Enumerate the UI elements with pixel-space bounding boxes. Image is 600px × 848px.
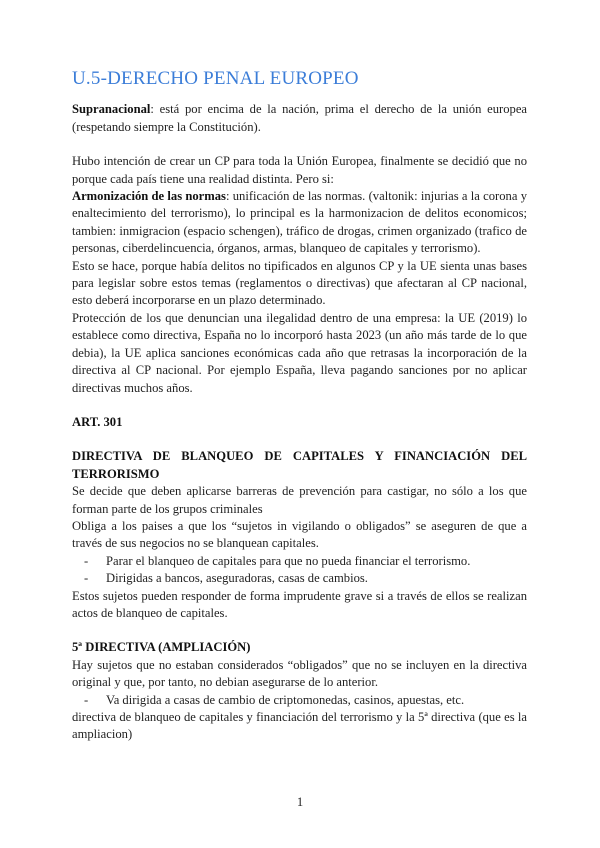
directiva-heading-text: DIRECTIVA DE BLANQUEO DE CAPITALES Y FINANCIACIÓN DEL TERRORISMO — [72, 449, 527, 481]
supranacional-text: : está por encima de la nación, prima el derecho de la unión europea (respetando siempre la Constitución). — [72, 102, 527, 134]
document-title: U.5-DERECHO PENAL EUROPEO — [72, 68, 359, 89]
quinta-list — [72, 692, 527, 709]
quinta-paragraph-1: Hay sujetos que no estaban considerados “obligados” que no se incluyen en la directiva original y que, por tanto, no debian asegurarse de lo anterior. — [72, 657, 527, 690]
quinta-paragraph-2: directiva de blanqueo de capitales y financiación del terrorismo y la 5ª directiva (que es la ampliacion) — [72, 710, 527, 742]
list-item: - Dirigidas a bancos, aseguradoras, casas de cambios. — [84, 570, 527, 587]
quinta-heading — [72, 639, 527, 656]
proteccion-paragraph: Protección de los que denuncian una ilegalidad dentro de una empresa: la UE (2019) lo establece como directiva, España no lo incorporó hasta 2023 (un año más tarde de lo que debia), la UE aplica sanciones económicas cada año que retrasas la incorporación de la directiva al CP nacional. Por ejemplo España, lleva pagando sanciones por no aplicar directivas muchos años. — [72, 310, 527, 395]
page-number: 1 — [296, 795, 304, 809]
esto-paragraph: Esto se hace, porque había delitos no tipificados en algunos CP y la UE sienta unas bases para legislar sobre estos temas (reglamentos o directivas) que afectaran al CP nacional, esto deberá incorporarse en un plazo determinado. — [72, 258, 527, 308]
supranacional-paragraph — [72, 101, 527, 136]
art-heading — [72, 414, 527, 431]
directiva-list — [72, 553, 527, 588]
list-item: - Parar el blanqueo de capitales para que no pueda financiar el terrorismo. — [84, 553, 527, 570]
armonizacion-term: Armonización de las normas — [72, 189, 226, 204]
directiva-heading — [72, 448, 527, 483]
supranacional-term: Supranacional — [72, 102, 151, 117]
armonizacion-paragraph — [72, 188, 527, 258]
intro-paragraph: Hubo intención de crear un CP para toda la Unión Europea, finalmente se decidió que no porque cada país tiene una realidad distinta. Pero si: — [72, 154, 527, 186]
document-page — [72, 70, 527, 744]
quinta-heading-text: 5ª DIRECTIVA (AMPLIACIÓN) — [72, 640, 251, 655]
list-item: - Va dirigida a casas de cambio de criptomonedas, casinos, apuestas, etc. — [84, 692, 527, 709]
armonizacion-text: : unificación de las normas. (valtonik: injurias a la corona y enaltecimiento del terrorismo), lo principal es la harmonizacion de delitos economicos; tambien: inmigracion (espacio schengen), tráfico de drogas, crimen organizado (trafico de personas, ciberdelincuencia, órganos, armas, blanqueo de capitales y terrorismo). — [72, 189, 527, 256]
directiva-paragraph-3: Estos sujetos pueden responder de forma imprudente grave si a través de ellos se realizan actos de blanqueo de capitales. — [72, 588, 527, 620]
directiva-paragraph-2: Obliga a los paises a que los “sujetos in vigilando o obligados” se aseguren de que a través de sus negocios no se blanquean capitales. — [72, 518, 527, 551]
directiva-paragraph-1: Se decide que deben aplicarse barreras de prevención para castigar, no sólo a los que forman parte de los grupos criminales — [72, 484, 527, 516]
art-heading-text: ART. 301 — [72, 414, 123, 429]
